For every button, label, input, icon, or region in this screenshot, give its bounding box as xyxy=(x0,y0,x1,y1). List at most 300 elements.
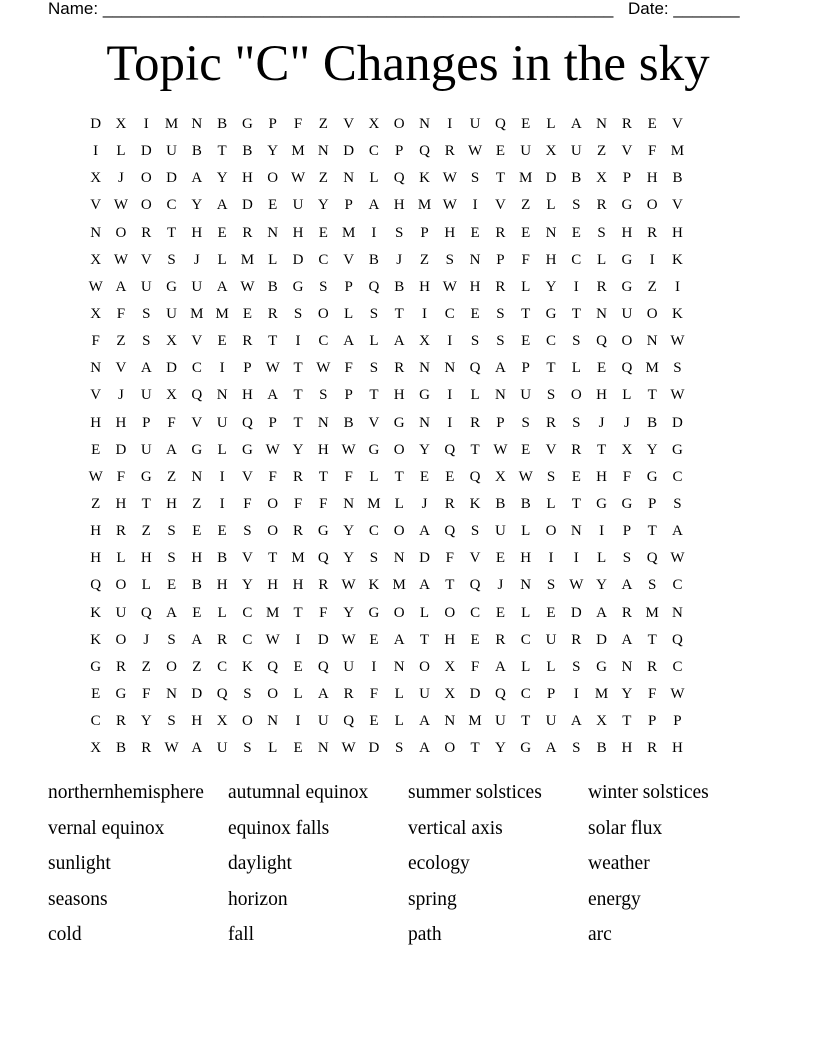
grid-letter: C xyxy=(672,468,683,485)
grid-letter: E xyxy=(369,713,379,730)
grid-letter: P xyxy=(521,360,530,377)
grid-letter: I xyxy=(219,360,225,377)
grid-letter: M xyxy=(417,197,432,214)
grid-letter: E xyxy=(192,604,202,621)
grid-letter: H xyxy=(317,441,329,458)
grid-letter: G xyxy=(621,496,633,513)
grid-letter: C xyxy=(191,360,202,377)
grid-letter: E xyxy=(470,631,480,648)
grid-letter: B xyxy=(191,143,202,160)
word-list-item: autumnal equinox xyxy=(228,782,369,803)
grid-letter: R xyxy=(621,116,632,133)
grid-row xyxy=(83,545,733,572)
grid-letter: H xyxy=(646,170,658,187)
grid-letter: Q xyxy=(596,333,607,350)
grid-letter: P xyxy=(420,224,429,241)
grid-letter: S xyxy=(167,713,176,730)
grid-letter: W xyxy=(265,631,280,648)
grid-letter: D xyxy=(368,740,380,757)
grid-letter: F xyxy=(116,306,126,323)
grid-letter: C xyxy=(166,197,177,214)
grid-letter: D xyxy=(469,686,481,703)
grid-letter: G xyxy=(90,658,102,675)
grid-letter: E xyxy=(369,631,379,648)
grid-letter: L xyxy=(394,686,404,703)
grid-letter: W xyxy=(341,740,356,757)
grid-letter: T xyxy=(521,306,531,323)
grid-letter: R xyxy=(293,468,304,485)
grid-letter: L xyxy=(546,116,556,133)
grid-letter: W xyxy=(240,278,255,295)
grid-letter: U xyxy=(166,143,177,160)
grid-letter: A xyxy=(596,604,607,621)
grid-letter: G xyxy=(596,658,607,675)
grid-letter: R xyxy=(596,278,607,295)
grid-letter: U xyxy=(166,306,177,323)
grid-letter: O xyxy=(444,604,456,621)
grid-letter: R xyxy=(647,740,658,757)
grid-letter: O xyxy=(393,441,405,458)
grid-letter: P xyxy=(648,496,657,513)
grid-letter: Y xyxy=(343,604,355,621)
grid-letter: V xyxy=(242,468,253,485)
grid-letter: S xyxy=(319,387,328,404)
grid-letter: E xyxy=(91,441,101,458)
grid-letter: T xyxy=(445,577,455,594)
grid-letter: S xyxy=(445,251,454,268)
grid-letter: E xyxy=(521,224,531,241)
grid-letter: D xyxy=(166,170,177,187)
grid-letter: B xyxy=(242,143,253,160)
grid-letter: W xyxy=(341,631,356,648)
grid-letter: X xyxy=(90,251,102,268)
grid-letter: Q xyxy=(317,550,329,567)
grid-letter: L xyxy=(369,333,379,350)
grid-letter: M xyxy=(670,143,685,160)
grid-letter: E xyxy=(445,468,455,485)
grid-letter: B xyxy=(343,414,354,431)
grid-letter: N xyxy=(267,224,279,241)
grid-letter: W xyxy=(442,278,457,295)
grid-row xyxy=(83,600,733,627)
grid-letter: S xyxy=(496,333,505,350)
grid-letter: S xyxy=(572,658,581,675)
grid-letter: N xyxy=(646,333,658,350)
grid-letter: O xyxy=(646,306,658,323)
grid-letter: K xyxy=(90,604,102,621)
grid-letter: N xyxy=(596,116,607,133)
grid-letter: B xyxy=(571,170,582,187)
grid-letter: O xyxy=(115,631,127,648)
grid-letter: I xyxy=(472,197,478,214)
grid-letter: L xyxy=(141,577,151,594)
grid-letter: H xyxy=(191,224,203,241)
grid-letter: X xyxy=(368,116,380,133)
grid-letter: D xyxy=(419,550,430,567)
grid-letter: R xyxy=(115,658,126,675)
grid-letter: S xyxy=(167,631,176,648)
grid-letter: E xyxy=(495,604,505,621)
grid-letter: N xyxy=(393,550,405,567)
grid-letter: I xyxy=(219,468,225,485)
grid-letter: S xyxy=(673,496,682,513)
grid-letter: A xyxy=(393,631,405,648)
grid-row xyxy=(83,410,733,437)
grid-letter: F xyxy=(470,658,480,675)
grid-letter: L xyxy=(470,387,480,404)
grid-row xyxy=(83,247,733,274)
grid-letter: P xyxy=(496,251,505,268)
grid-letter: L xyxy=(419,604,430,621)
grid-row xyxy=(83,681,733,708)
grid-letter: F xyxy=(648,686,657,703)
grid-letter: O xyxy=(317,306,329,323)
grid-letter: Q xyxy=(90,577,102,594)
grid-letter: Y xyxy=(292,441,304,458)
grid-letter: N xyxy=(317,740,329,757)
grid-letter: J xyxy=(396,251,403,268)
grid-letter: T xyxy=(622,713,632,730)
grid-letter: C xyxy=(368,143,379,160)
grid-letter: E xyxy=(419,468,430,485)
grid-letter: G xyxy=(242,441,253,458)
grid-letter: V xyxy=(494,197,506,214)
grid-letter: A xyxy=(419,577,430,594)
grid-letter: Y xyxy=(419,441,430,458)
grid-letter: E xyxy=(521,441,531,458)
grid-letter: N xyxy=(621,658,633,675)
grid-letter: C xyxy=(545,333,556,350)
grid-letter: P xyxy=(648,713,657,730)
word-list-item: fall xyxy=(228,924,254,946)
grid-letter: L xyxy=(268,740,278,757)
grid-letter: O xyxy=(267,496,279,513)
grid-letter: G xyxy=(368,441,380,458)
grid-row xyxy=(83,355,733,382)
grid-letter: G xyxy=(317,523,329,540)
grid-letter: W xyxy=(88,278,103,295)
grid-letter: X xyxy=(216,713,228,730)
grid-letter: T xyxy=(394,306,404,323)
grid-letter: G xyxy=(520,740,532,757)
grid-letter: S xyxy=(395,224,404,241)
grid-letter: S xyxy=(572,333,581,350)
grid-letter: U xyxy=(140,441,152,458)
grid-letter: F xyxy=(369,686,379,703)
grid-letter: H xyxy=(267,577,279,594)
grid-letter: A xyxy=(621,577,633,594)
grid-letter: C xyxy=(90,713,101,730)
grid-letter: F xyxy=(293,116,303,133)
grid-letter: L xyxy=(394,496,404,513)
grid-letter: P xyxy=(622,170,632,187)
grid-letter: M xyxy=(215,306,229,323)
grid-letter: D xyxy=(672,414,683,431)
grid-letter: G xyxy=(191,441,203,458)
grid-letter: S xyxy=(496,306,505,323)
grid-letter: K xyxy=(672,306,683,323)
grid-letter: H xyxy=(140,550,152,567)
grid-letter: B xyxy=(217,116,228,133)
grid-row xyxy=(83,518,733,545)
grid-letter: A xyxy=(419,713,430,730)
grid-letter: I xyxy=(447,333,453,350)
grid-letter: I xyxy=(447,116,453,133)
grid-row xyxy=(83,464,733,491)
grid-letter: F xyxy=(167,414,176,431)
grid-letter: I xyxy=(447,387,453,404)
grid-letter: W xyxy=(341,577,356,594)
grid-letter: O xyxy=(267,523,279,540)
grid-letter: R xyxy=(470,414,481,431)
grid-letter: O xyxy=(419,658,430,675)
grid-letter: I xyxy=(422,306,427,323)
grid-letter: V xyxy=(672,197,683,214)
grid-letter: S xyxy=(319,278,328,295)
grid-letter: A xyxy=(419,523,430,540)
grid-letter: U xyxy=(570,143,582,160)
word-list-item: energy xyxy=(588,888,641,910)
grid-letter: V xyxy=(90,197,102,214)
grid-letter: A xyxy=(545,740,557,757)
grid-letter: L xyxy=(116,143,126,160)
grid-letter: I xyxy=(573,278,579,295)
grid-letter: T xyxy=(597,441,607,458)
grid-letter: L xyxy=(597,550,607,567)
grid-letter: P xyxy=(673,713,682,730)
grid-letter: X xyxy=(115,116,127,133)
grid-letter: V xyxy=(343,251,355,268)
grid-letter: W xyxy=(670,550,685,567)
grid-letter: T xyxy=(571,496,581,513)
grid-letter: Y xyxy=(191,197,203,214)
grid-letter: Q xyxy=(494,686,506,703)
grid-letter: P xyxy=(344,197,353,214)
grid-letter: H xyxy=(596,468,607,485)
grid-letter: O xyxy=(393,523,405,540)
word-list-item: summer solstices xyxy=(408,782,542,803)
grid-letter: T xyxy=(293,387,303,404)
grid-letter: E xyxy=(521,116,531,133)
grid-letter: R xyxy=(141,740,152,757)
grid-letter: G xyxy=(242,116,253,133)
word-list-item: seasons xyxy=(48,888,108,910)
grid-row xyxy=(83,301,733,328)
word-list-item: northernhemisphere xyxy=(48,782,204,803)
grid-letter: W xyxy=(265,360,280,377)
grid-letter: S xyxy=(167,251,176,268)
grid-letter: I xyxy=(548,550,554,567)
grid-letter: A xyxy=(191,170,203,187)
word-list-item: daylight xyxy=(228,853,292,875)
grid-letter: O xyxy=(621,333,633,350)
grid-letter: M xyxy=(594,686,609,703)
grid-letter: Q xyxy=(216,686,228,703)
grid-letter: X xyxy=(621,441,633,458)
grid-letter: N xyxy=(90,224,102,241)
grid-letter: C xyxy=(470,604,481,621)
grid-letter: I xyxy=(649,251,655,268)
grid-letter: S xyxy=(142,333,151,350)
grid-letter: T xyxy=(521,713,531,730)
grid-letter: C xyxy=(217,658,228,675)
word-list-item: ecology xyxy=(408,853,470,875)
grid-letter: M xyxy=(164,116,179,133)
grid-letter: A xyxy=(368,197,380,214)
grid-letter: O xyxy=(393,604,405,621)
grid-letter: S xyxy=(243,523,252,540)
grid-letter: Q xyxy=(242,414,253,431)
grid-letter: J xyxy=(598,414,605,431)
grid-letter: A xyxy=(191,631,203,648)
grid-letter: P xyxy=(268,116,277,133)
grid-letter: P xyxy=(395,143,404,160)
grid-letter: Z xyxy=(647,278,657,295)
grid-letter: U xyxy=(317,713,329,730)
grid-row xyxy=(83,735,733,762)
grid-letter: B xyxy=(647,414,658,431)
grid-letter: X xyxy=(90,170,102,187)
grid-letter: R xyxy=(495,278,506,295)
grid-letter: V xyxy=(191,333,203,350)
date-label: Date: xyxy=(628,0,669,18)
grid-letter: L xyxy=(116,550,126,567)
grid-letter: M xyxy=(190,306,204,323)
name-field xyxy=(48,0,613,18)
word-list-item: arc xyxy=(588,924,612,946)
grid-letter: S xyxy=(572,414,581,431)
grid-letter: L xyxy=(369,170,379,187)
grid-letter: Z xyxy=(597,143,607,160)
grid-letter: N xyxy=(570,523,582,540)
grid-letter: B xyxy=(191,577,202,594)
grid-letter: R xyxy=(115,523,126,540)
grid-letter: F xyxy=(142,686,151,703)
grid-letter: W xyxy=(670,333,685,350)
grid-letter: N xyxy=(317,143,329,160)
grid-letter: Y xyxy=(343,523,355,540)
grid-letter: O xyxy=(140,197,152,214)
grid-letter: N xyxy=(166,686,177,703)
grid-letter: H xyxy=(672,224,683,241)
grid-letter: J xyxy=(421,496,428,513)
word-list-item: equinox falls xyxy=(228,817,330,839)
grid-letter: Z xyxy=(419,251,430,268)
word-list-item: weather xyxy=(588,853,650,875)
grid-letter: K xyxy=(419,170,430,187)
grid-letter: D xyxy=(317,631,329,648)
letter-grid xyxy=(83,111,733,762)
grid-letter: C xyxy=(368,523,379,540)
grid-letter: P xyxy=(622,523,632,540)
grid-letter: Y xyxy=(545,278,557,295)
grid-letter: U xyxy=(216,414,228,431)
grid-letter: B xyxy=(267,278,278,295)
grid-letter: I xyxy=(295,713,301,730)
grid-letter: T xyxy=(268,550,278,567)
grid-letter: T xyxy=(293,414,303,431)
grid-letter: D xyxy=(191,686,203,703)
grid-letter: W xyxy=(569,577,584,594)
grid-letter: R xyxy=(444,496,455,513)
grid-letter: S xyxy=(622,550,632,567)
grid-letter: E xyxy=(217,333,227,350)
grid-letter: A xyxy=(267,387,279,404)
grid-letter: P xyxy=(344,278,353,295)
grid-letter: S xyxy=(243,740,252,757)
grid-letter: X xyxy=(545,143,557,160)
grid-letter: J xyxy=(623,414,630,431)
grid-letter: O xyxy=(444,740,456,757)
grid-letter: Z xyxy=(318,116,328,133)
grid-letter: I xyxy=(219,496,225,513)
grid-letter: H xyxy=(444,631,456,648)
grid-letter: Q xyxy=(672,631,683,648)
grid-letter: T xyxy=(293,604,303,621)
grid-letter: N xyxy=(191,468,203,485)
grid-letter: R xyxy=(394,360,405,377)
grid-letter: G xyxy=(393,414,405,431)
grid-letter: Q xyxy=(469,468,481,485)
grid-letter: E xyxy=(242,306,253,323)
grid-letter: R xyxy=(141,224,152,241)
grid-letter: X xyxy=(90,740,102,757)
grid-letter: M xyxy=(519,170,533,187)
grid-letter: X xyxy=(596,170,607,187)
grid-letter: T xyxy=(394,468,404,485)
word-list xyxy=(48,777,768,955)
grid-letter: W xyxy=(164,740,179,757)
grid-letter: B xyxy=(394,278,405,295)
grid-letter: E xyxy=(470,306,480,323)
grid-letter: N xyxy=(419,360,430,377)
grid-letter: H xyxy=(216,577,228,594)
grid-letter: H xyxy=(115,414,127,431)
grid-letter: D xyxy=(242,197,253,214)
grid-letter: T xyxy=(470,441,480,458)
grid-letter: K xyxy=(242,658,253,675)
grid-letter: G xyxy=(292,278,304,295)
grid-letter: S xyxy=(142,306,151,323)
grid-letter: A xyxy=(166,604,177,621)
grid-letter: G xyxy=(621,197,633,214)
grid-letter: H xyxy=(621,224,633,241)
grid-letter: R xyxy=(293,523,304,540)
grid-letter: X xyxy=(494,468,506,485)
grid-letter: L xyxy=(217,441,227,458)
grid-letter: F xyxy=(344,360,353,377)
grid-letter: E xyxy=(91,686,101,703)
grid-letter: D xyxy=(166,360,177,377)
grid-letter: F xyxy=(521,251,530,268)
grid-letter: R xyxy=(495,631,506,648)
grid-letter: Q xyxy=(419,143,430,160)
grid-letter: C xyxy=(672,577,683,594)
date-blank: _______ xyxy=(673,0,740,18)
word-list-item: sunlight xyxy=(48,853,111,875)
grid-letter: D xyxy=(596,631,607,648)
grid-letter: I xyxy=(143,116,149,133)
grid-letter: G xyxy=(368,604,380,621)
grid-letter: U xyxy=(494,713,506,730)
grid-letter: S xyxy=(470,333,480,350)
grid-letter: G xyxy=(672,441,683,458)
grid-letter: Y xyxy=(140,713,152,730)
grid-letter: S xyxy=(572,740,581,757)
grid-letter: H xyxy=(191,713,203,730)
grid-letter: F xyxy=(91,333,100,350)
grid-letter: A xyxy=(216,278,228,295)
